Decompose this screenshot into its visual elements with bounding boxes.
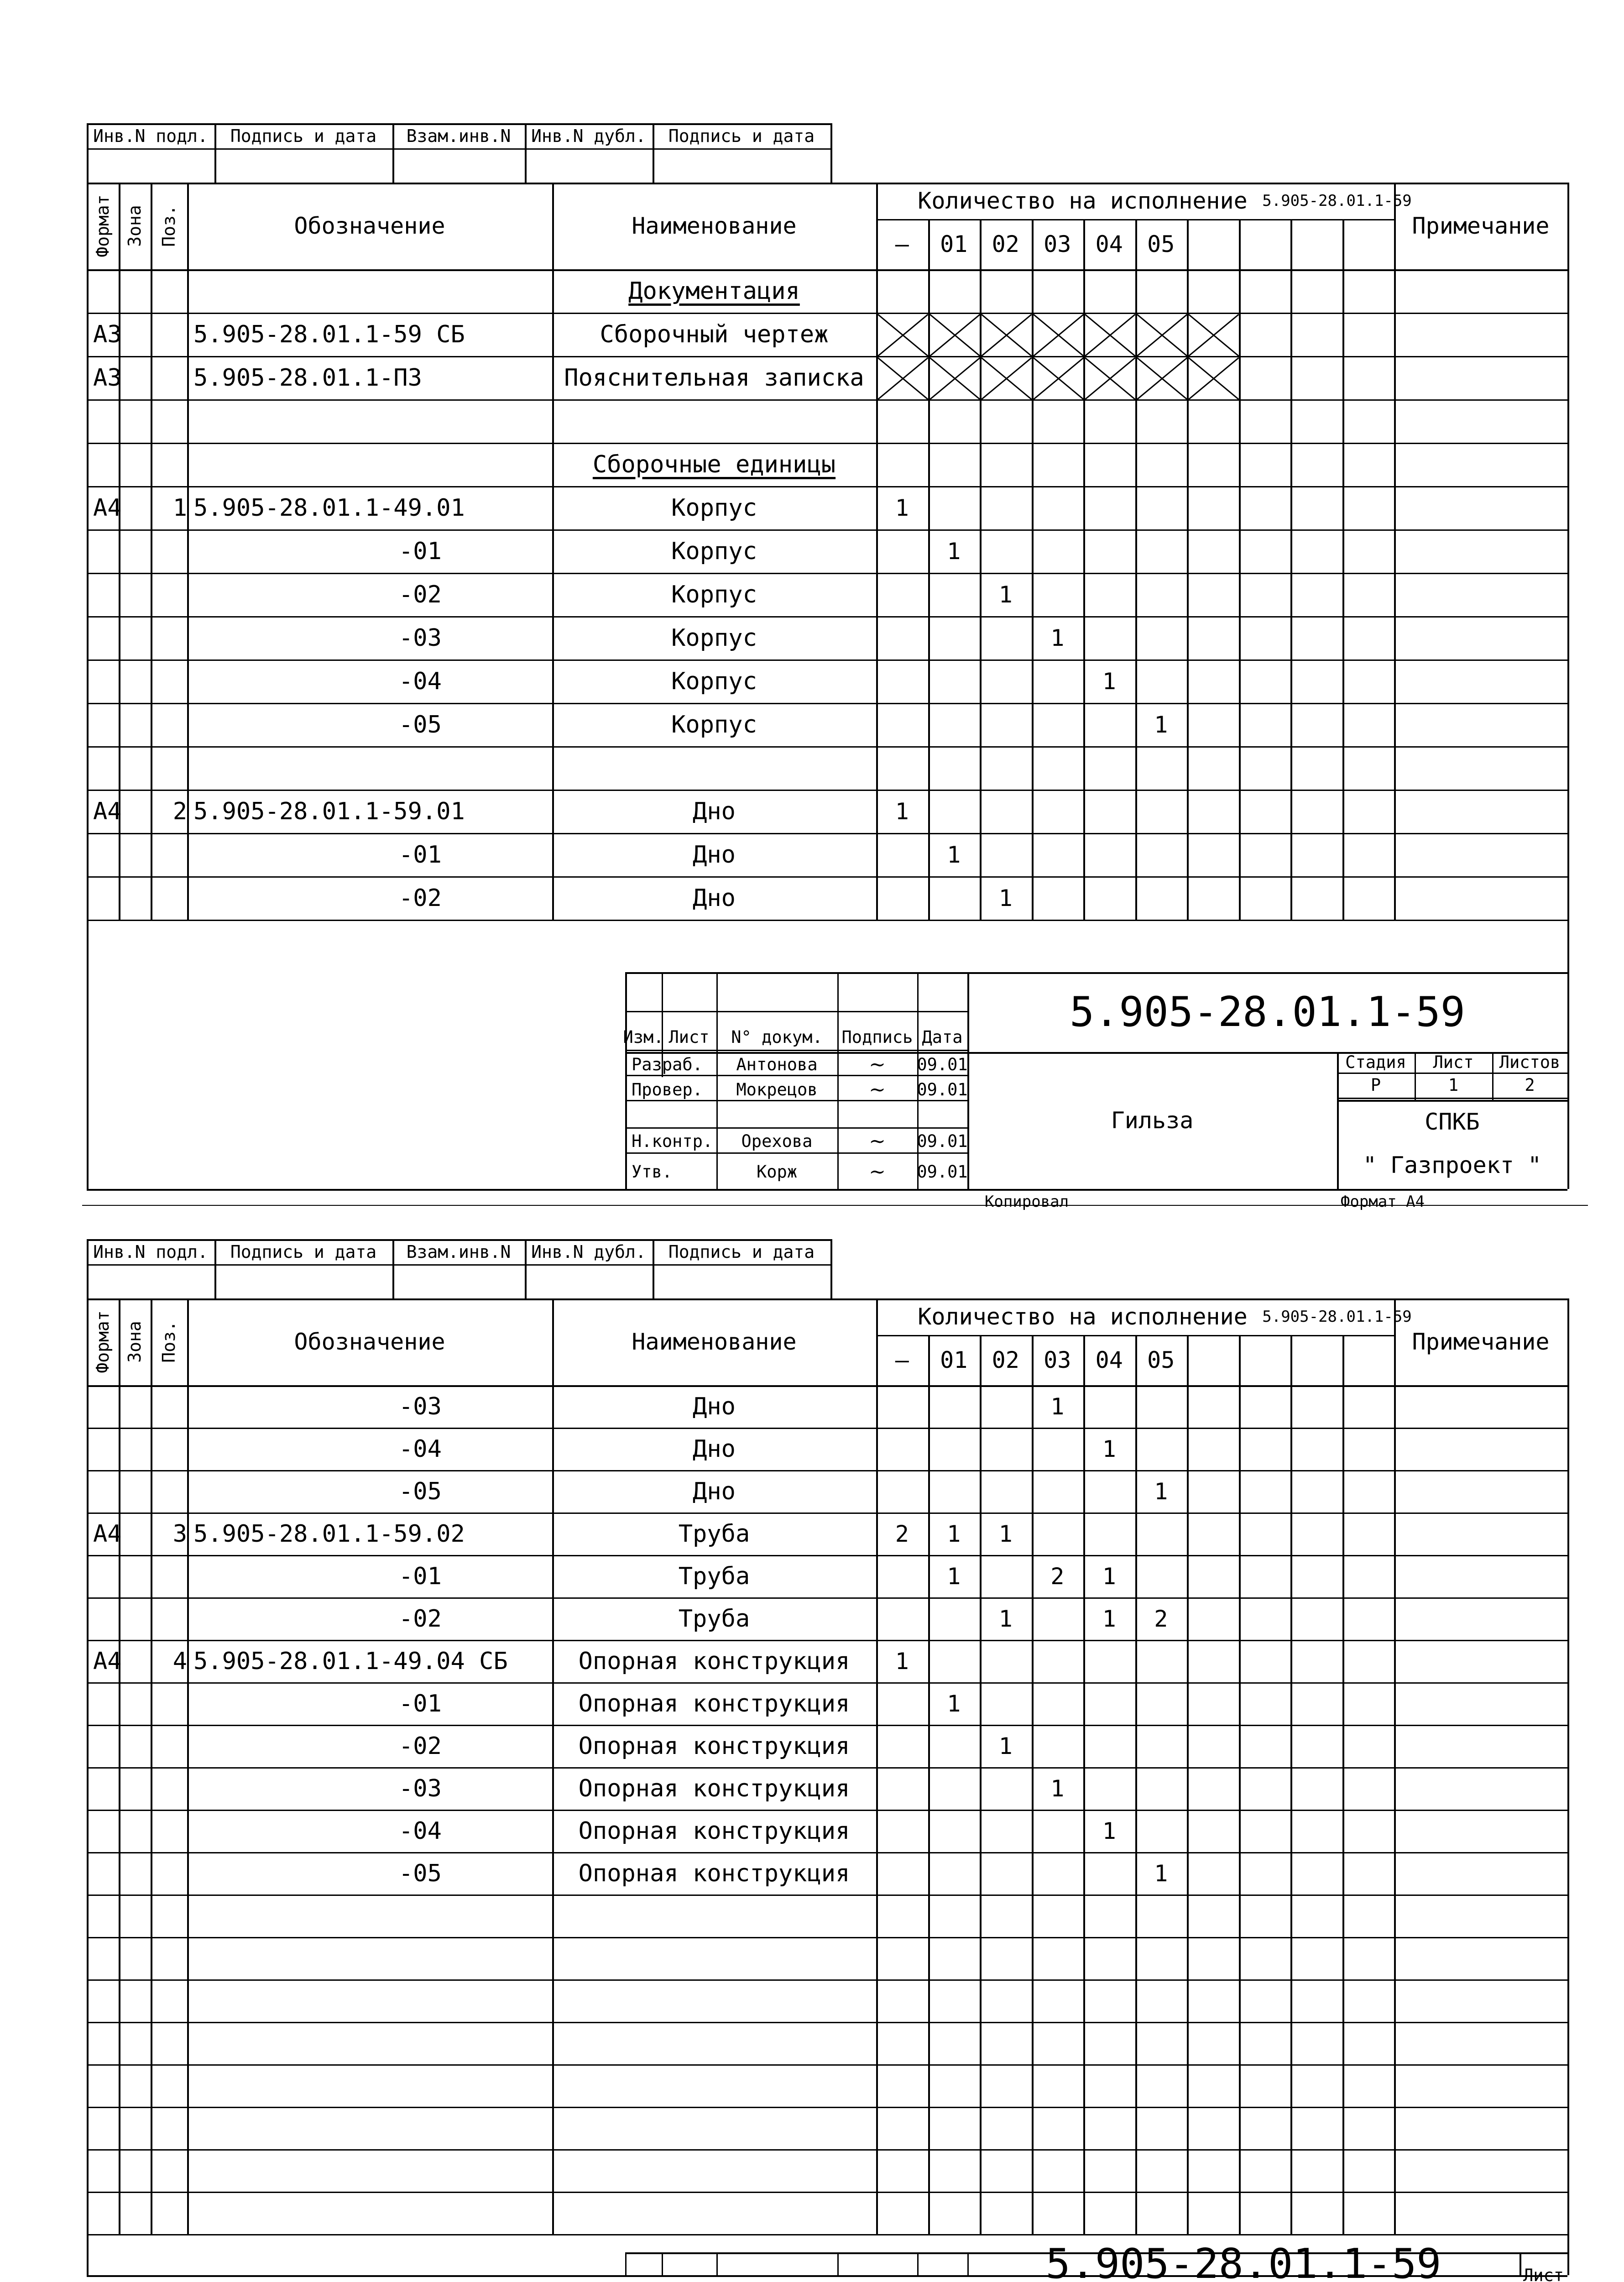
section-heading: Сборочные единицы <box>592 450 836 478</box>
grid-line-v <box>830 1239 832 1298</box>
grid-line-h <box>87 920 1567 921</box>
row-designation: -05 <box>399 1477 442 1505</box>
row-name: Дно <box>693 797 736 825</box>
row-position: 1 <box>172 494 187 522</box>
cross-mark-icon <box>1034 358 1084 399</box>
grid-line-h <box>87 2107 1567 2108</box>
quantity-cell: 1 <box>1102 668 1116 695</box>
approval-label: Подпись и дата <box>230 1241 377 1262</box>
row-designation: -01 <box>399 1690 442 1717</box>
organization-name: СПКБ <box>1425 1108 1480 1135</box>
title-block-column-header: N° докум. <box>731 1027 823 1047</box>
quantity-column-header: 03 <box>1044 1347 1071 1373</box>
quantity-cell: 1 <box>1050 624 1065 651</box>
grid-line-v <box>1567 183 1569 920</box>
grid-line-h <box>87 399 1567 401</box>
row-designation: 5.905-28.01.1-59.02 <box>193 1520 465 1548</box>
quantity-cell: 1 <box>998 1605 1013 1632</box>
grid-line-h <box>87 746 1567 748</box>
row-name: Опорная конструкция <box>578 1859 850 1887</box>
cross-mark-icon <box>1085 358 1135 399</box>
quantity-cell: 1 <box>998 1732 1013 1759</box>
format-label: Формат А4 <box>1340 1192 1425 1211</box>
row-format: А4 <box>93 1647 122 1675</box>
quantity-cell: 1 <box>1050 1393 1065 1420</box>
title-block-column-header: Подпись <box>841 1027 913 1047</box>
quantity-cell: 1 <box>947 841 961 868</box>
section-heading: Документация <box>628 277 800 305</box>
grid-line-h <box>87 1895 1567 1896</box>
quantity-cell: 1 <box>1102 1817 1116 1844</box>
column-header-format: Формат <box>93 1310 113 1373</box>
quantity-cell: 1 <box>947 1563 961 1590</box>
grid-line-v <box>716 2252 718 2275</box>
row-format: А3 <box>93 320 122 348</box>
cross-mark-icon <box>1085 314 1135 356</box>
grid-line-h <box>87 2022 1567 2023</box>
row-designation: -02 <box>399 1605 442 1633</box>
row-name: Корпус <box>671 667 757 695</box>
quantity-cell: 1 <box>998 581 1013 608</box>
quantity-column-header: 01 <box>940 1347 968 1373</box>
approval-label: Инв.N дубл. <box>531 1241 646 1262</box>
grid-line-v <box>1394 183 1396 920</box>
row-name: Труба <box>678 1605 750 1633</box>
sheet-label: Лист <box>1523 2265 1564 2282</box>
row-designation: -01 <box>399 1562 442 1590</box>
quantity-cell: 1 <box>998 885 1013 911</box>
quantity-cell: 1 <box>998 1520 1013 1547</box>
signature-mark: ~ <box>869 1078 886 1101</box>
row-designation: -02 <box>399 581 442 608</box>
title-block-column-header: Дата <box>922 1027 963 1047</box>
row-name: Опорная конструкция <box>578 1817 850 1845</box>
row-name: Дно <box>693 1477 736 1505</box>
quantity-column-header: 02 <box>992 231 1019 257</box>
grid-line-v <box>830 123 832 183</box>
row-designation: 5.905-28.01.1-59.01 <box>193 797 465 825</box>
stage-value: Р <box>1370 1075 1381 1095</box>
quantity-cell: 1 <box>947 538 961 565</box>
row-designation: -03 <box>399 1392 442 1420</box>
grid-line-v <box>119 1298 120 2234</box>
document-number: 5.905-28.01.1-59 <box>1070 988 1465 1036</box>
grid-line-v <box>1394 1298 1396 2234</box>
quantity-column-header: — <box>895 1347 909 1373</box>
grid-line-h <box>87 148 830 150</box>
grid-line-v <box>187 1298 189 2234</box>
row-designation: -02 <box>399 1732 442 1760</box>
grid-line-h <box>87 2064 1567 2066</box>
quantity-column-header: 01 <box>940 231 968 257</box>
title-block-name: Мокрецов <box>736 1080 818 1099</box>
row-name: Дно <box>693 1392 736 1420</box>
quantity-cell: 2 <box>895 1520 909 1547</box>
row-position: 4 <box>172 1647 187 1675</box>
title-block-name: Орехова <box>741 1131 813 1151</box>
grid-line-h <box>87 1979 1567 1981</box>
copied-label: Копировал <box>984 1192 1069 1211</box>
row-name: Корпус <box>671 581 757 608</box>
grid-line-v <box>1342 219 1344 920</box>
title-block-date: 09.01 <box>917 1055 968 1074</box>
quantity-cell: 2 <box>1050 1563 1065 1590</box>
sheets-label: Листов <box>1499 1052 1561 1072</box>
approval-label: Инв.N подл. <box>93 126 208 146</box>
organization-name-2: " Газпроект " <box>1363 1151 1542 1178</box>
column-header-position: Поз. <box>159 1321 179 1363</box>
approval-label: Инв.N подл. <box>93 1241 208 1262</box>
grid-line-v <box>837 972 839 1189</box>
grid-line-h <box>82 1205 1588 1206</box>
quantity-column-header: 02 <box>992 1347 1019 1373</box>
row-designation: -01 <box>399 841 442 869</box>
title-block-role: Утв. <box>632 1162 673 1182</box>
quantity-column-header: 03 <box>1044 231 1071 257</box>
row-designation: 5.905-28.01.1-59 СБ <box>193 320 465 348</box>
quantity-cell: 1 <box>895 494 909 521</box>
grid-line-v <box>837 2252 839 2275</box>
approval-label: Подпись и дата <box>668 126 815 146</box>
row-designation: -04 <box>399 1435 442 1463</box>
quantity-cell: 1 <box>1102 1605 1116 1632</box>
row-designation: -05 <box>399 711 442 738</box>
column-header-name: Наименование <box>632 1329 797 1355</box>
title-block-name: Антонова <box>736 1055 818 1074</box>
quantity-document-number: 5.905-28.01.1-59 <box>1262 192 1412 210</box>
grid-line-h <box>87 2192 1567 2193</box>
cross-mark-icon <box>930 358 980 399</box>
signature-mark: ~ <box>869 1160 886 1183</box>
quantity-cell: 1 <box>1102 1563 1116 1590</box>
row-name: Опорная конструкция <box>578 1732 850 1760</box>
column-header-quantity: Количество на исполнение <box>918 1303 1248 1330</box>
approval-label: Подпись и дата <box>668 1241 815 1262</box>
column-header-designation: Обозначение <box>294 213 445 239</box>
grid-line-v <box>87 920 89 1189</box>
quantity-cell: 1 <box>947 1520 961 1547</box>
grid-line-v <box>1567 1298 1569 2234</box>
signature-mark: ~ <box>869 1129 886 1153</box>
grid-line-v <box>1567 920 1569 1189</box>
row-designation: -04 <box>399 1817 442 1845</box>
column-header-quantity: Количество на исполнение <box>918 188 1248 214</box>
row-name: Труба <box>678 1520 750 1548</box>
title-block-role: Провер. <box>632 1080 703 1099</box>
cross-mark-icon <box>1034 314 1084 356</box>
row-designation: 5.905-28.01.1-49.04 СБ <box>193 1647 508 1675</box>
row-format: А4 <box>93 494 122 522</box>
quantity-cell: 1 <box>947 1690 961 1717</box>
quantity-cell: 1 <box>895 798 909 825</box>
grid-line-h <box>625 1011 967 1012</box>
row-designation: -02 <box>399 884 442 912</box>
row-name: Пояснительная записка <box>564 364 864 392</box>
title-block-column-header: Изм. <box>623 1027 664 1047</box>
grid-line-v <box>876 1298 878 2234</box>
cross-mark-icon <box>878 358 928 399</box>
signature-mark: ~ <box>869 1053 886 1076</box>
grid-line-v <box>151 1298 152 2234</box>
row-name: Сборочный чертеж <box>600 320 829 348</box>
stage-label: Стадия <box>1345 1052 1406 1072</box>
sheets-value: 2 <box>1525 1075 1535 1095</box>
approval-label: Инв.N дубл. <box>531 126 646 146</box>
column-header-format: Формат <box>93 194 113 257</box>
grid-line-v <box>1290 219 1292 920</box>
row-format: А4 <box>93 1520 122 1548</box>
grid-line-v <box>917 2252 919 2275</box>
title-block-role: Разраб. <box>632 1055 703 1074</box>
cross-mark-icon <box>982 358 1032 399</box>
approval-label: Подпись и дата <box>230 126 377 146</box>
cross-mark-icon <box>1189 314 1239 356</box>
row-designation: -03 <box>399 624 442 652</box>
title-block-column-header: Лист <box>668 1027 710 1047</box>
row-name: Труба <box>678 1562 750 1590</box>
grid-line-v <box>1239 219 1241 920</box>
approval-label: Взам.инв.N <box>406 1241 511 1262</box>
row-designation: 5.905-28.01.1-49.01 <box>193 494 465 522</box>
grid-line-v <box>1567 2234 1569 2275</box>
title-block-date: 09.01 <box>917 1131 968 1151</box>
cross-mark-icon <box>982 314 1032 356</box>
row-name: Корпус <box>671 711 757 738</box>
cross-mark-icon <box>1189 358 1239 399</box>
row-position: 3 <box>172 1520 187 1548</box>
sheet-value: 1 <box>1448 1075 1459 1095</box>
quantity-column-header: — <box>895 231 909 257</box>
title-block-date: 09.01 <box>917 1080 968 1099</box>
grid-line-h <box>1337 1098 1567 1099</box>
row-name: Дно <box>693 884 736 912</box>
approval-label: Взам.инв.N <box>406 126 511 146</box>
column-header-zone: Зона <box>125 205 145 247</box>
title-block-role: Н.контр. <box>632 1131 713 1151</box>
quantity-cell: 1 <box>895 1648 909 1675</box>
row-designation: 5.905-28.01.1-ПЗ <box>193 364 422 392</box>
column-header-name: Наименование <box>632 213 797 239</box>
grid-line-h <box>87 2234 1567 2235</box>
grid-line-v <box>625 2252 627 2275</box>
quantity-cell: 1 <box>1154 711 1168 738</box>
cross-mark-icon <box>1137 314 1187 356</box>
cross-mark-icon <box>930 314 980 356</box>
quantity-cell: 2 <box>1154 1605 1168 1632</box>
title-block-name: Корж <box>756 1162 798 1182</box>
quantity-cell: 1 <box>1154 1478 1168 1505</box>
quantity-column-header: 05 <box>1147 231 1175 257</box>
quantity-column-header: 04 <box>1095 1347 1123 1373</box>
row-name: Корпус <box>671 624 757 652</box>
grid-line-h <box>87 1937 1567 1938</box>
row-format: А4 <box>93 797 122 825</box>
quantity-column-header: 05 <box>1147 1347 1175 1373</box>
row-name: Опорная конструкция <box>578 1690 850 1717</box>
column-header-position: Поз. <box>159 205 179 247</box>
row-name: Корпус <box>671 494 757 522</box>
grid-line-v <box>662 2252 663 2275</box>
row-name: Корпус <box>671 537 757 565</box>
cross-mark-icon <box>1137 358 1187 399</box>
row-name: Опорная конструкция <box>578 1647 850 1675</box>
grid-line-h <box>87 2149 1567 2151</box>
document-number: 5.905-28.01.1-59 <box>1045 2240 1441 2282</box>
row-designation: -04 <box>399 667 442 695</box>
quantity-document-number: 5.905-28.01.1-59 <box>1262 1308 1412 1326</box>
row-format: А3 <box>93 364 122 392</box>
quantity-column-header: 04 <box>1095 231 1123 257</box>
product-title: Гильза <box>1111 1107 1194 1134</box>
column-header-zone: Зона <box>125 1321 145 1363</box>
row-name: Дно <box>693 1435 736 1463</box>
title-block-date: 09.01 <box>917 1162 968 1182</box>
column-header-note: Примечание <box>1412 1329 1550 1355</box>
row-designation: -05 <box>399 1859 442 1887</box>
row-designation: -01 <box>399 537 442 565</box>
grid-line-v <box>87 1298 89 2234</box>
quantity-cell: 1 <box>1050 1775 1065 1802</box>
row-designation: -03 <box>399 1774 442 1802</box>
row-name: Дно <box>693 841 736 869</box>
sheet-label: Лист <box>1433 1052 1474 1072</box>
quantity-cell: 1 <box>1154 1860 1168 1887</box>
row-name: Опорная конструкция <box>578 1774 850 1802</box>
quantity-cell: 1 <box>1102 1435 1116 1462</box>
grid-line-h <box>87 1264 830 1266</box>
grid-line-v <box>87 2234 89 2275</box>
row-position: 2 <box>172 797 187 825</box>
cross-mark-icon <box>878 314 928 356</box>
column-header-designation: Обозначение <box>294 1329 445 1355</box>
column-header-note: Примечание <box>1412 213 1550 239</box>
